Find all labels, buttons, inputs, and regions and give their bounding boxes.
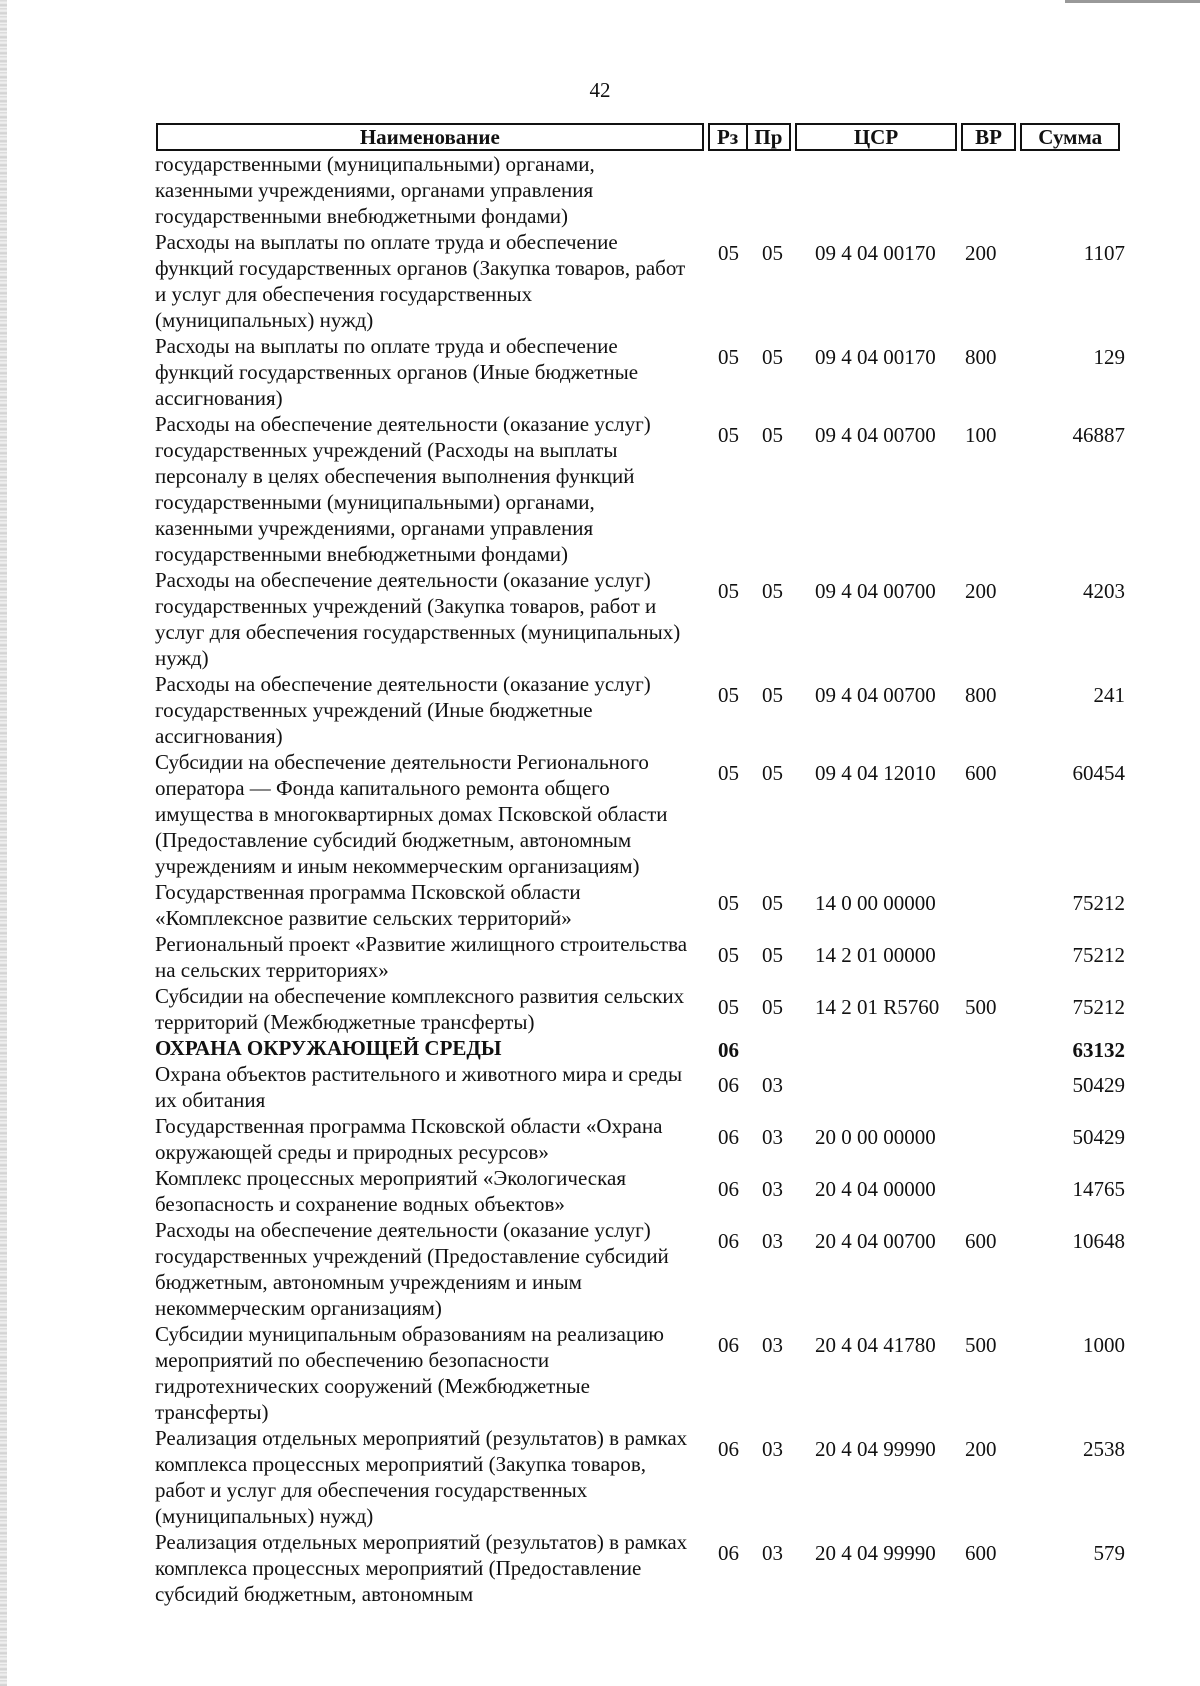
row-pr: 03 — [762, 1229, 783, 1253]
row-sum: 10648 — [1072, 1229, 1125, 1253]
row-sum: 579 — [1093, 1541, 1125, 1565]
row-rz: 06 — [718, 1541, 739, 1565]
table-row — [155, 1113, 1125, 1165]
row-csr: 20 4 04 99990 — [815, 1437, 936, 1461]
page-number: 42 — [589, 78, 611, 102]
row-vr: 600 — [965, 761, 997, 785]
row-rz: 06 — [718, 1038, 739, 1062]
row-sum: 14765 — [1072, 1177, 1125, 1201]
table-section-row — [155, 1035, 1125, 1061]
row-csr: 20 4 04 00000 — [815, 1177, 936, 1201]
header-sum: Сумма — [1020, 123, 1120, 151]
table-body — [155, 151, 1125, 1607]
table-row — [155, 567, 1125, 671]
table-row — [155, 229, 1125, 333]
row-rz: 05 — [718, 423, 739, 447]
row-sum: 60454 — [1072, 761, 1125, 785]
table-row — [155, 983, 1125, 1035]
row-rz: 05 — [718, 579, 739, 603]
table-row — [155, 749, 1125, 879]
row-sum: 46887 — [1072, 423, 1125, 447]
row-vr: 600 — [965, 1541, 997, 1565]
row-rz: 05 — [718, 995, 739, 1019]
row-rz: 05 — [718, 943, 739, 967]
row-sum: 241 — [1093, 683, 1125, 707]
row-name: Региональный проект «Развитие жилищного строительства на сельских территориях» — [155, 932, 688, 982]
table-row — [155, 411, 1125, 567]
row-name: государственными (муниципальными) органами, казенными учреждениями, органами управления государственными внебюджетными фондами) — [155, 152, 595, 228]
row-name: Расходы на обеспечение деятельности (оказание услуг) государственных учреждений (Иные бюджетные ассигнования) — [155, 672, 651, 748]
row-name: Субсидии на обеспечение деятельности Регионального оператора — Фонда капитального ремонта общего имущества в многоквартирных домах Псковской области (Предоставление субсидий бюджетным, автономным учреждениям и иным некоммерческим организациям) — [155, 750, 668, 878]
row-sum: 63132 — [1072, 1038, 1125, 1062]
table-header — [156, 123, 1120, 151]
table-row — [155, 1425, 1125, 1529]
row-sum: 1000 — [1083, 1333, 1125, 1357]
row-name: Комплекс процессных мероприятий «Экологическая безопасность и сохранение водных объектов» — [155, 1166, 626, 1216]
row-pr: 05 — [762, 761, 783, 785]
row-rz: 05 — [718, 345, 739, 369]
row-name: Расходы на обеспечение деятельности (оказание услуг) государственных учреждений (Расходы на выплаты персоналу в целях обеспечения выполнения функций государственными (муниципальными) органами, казенными учреждениями, органами управления государственными внебюджетными фондами) — [155, 412, 651, 566]
row-csr: 20 4 04 00700 — [815, 1229, 936, 1253]
row-vr: 200 — [965, 1437, 997, 1461]
row-csr: 14 0 00 00000 — [815, 891, 936, 915]
table-row — [155, 1165, 1125, 1217]
row-name: ОХРАНА ОКРУЖАЮЩЕЙ СРЕДЫ — [155, 1036, 502, 1060]
row-rz: 05 — [718, 683, 739, 707]
row-pr: 05 — [762, 943, 783, 967]
row-vr: 600 — [965, 1229, 997, 1253]
row-csr: 20 4 04 41780 — [815, 1333, 936, 1357]
row-name: Государственная программа Псковской области «Охрана окружающей среды и природных ресурсов» — [155, 1114, 663, 1164]
table-row — [155, 1321, 1125, 1425]
row-sum: 2538 — [1083, 1437, 1125, 1461]
row-pr: 05 — [762, 579, 783, 603]
row-vr: 200 — [965, 241, 997, 265]
row-pr: 03 — [762, 1541, 783, 1565]
scan-edge-top — [1065, 0, 1200, 3]
row-name: Расходы на выплаты по оплате труда и обеспечение функций государственных органов (Иные бюджетные ассигнования) — [155, 334, 639, 410]
row-pr: 03 — [762, 1333, 783, 1357]
row-rz: 06 — [718, 1229, 739, 1253]
row-pr: 05 — [762, 423, 783, 447]
table-row — [155, 931, 1125, 983]
row-name: Государственная программа Псковской области «Комплексное развитие сельских территорий» — [155, 880, 581, 930]
header-vr: ВР — [961, 123, 1017, 151]
row-pr: 05 — [762, 891, 783, 915]
row-vr: 500 — [965, 995, 997, 1019]
table-row — [155, 333, 1125, 411]
row-vr: 100 — [965, 423, 997, 447]
table-row — [155, 151, 1125, 229]
header-name: Наименование — [156, 123, 704, 151]
table-row — [155, 1529, 1125, 1607]
table-row — [155, 1217, 1125, 1321]
row-sum: 1107 — [1083, 241, 1125, 265]
row-pr: 03 — [762, 1177, 783, 1201]
row-vr: 800 — [965, 683, 997, 707]
row-name: Субсидии на обеспечение комплексного развития сельских территорий (Межбюджетные трансферты) — [155, 984, 685, 1034]
row-pr: 05 — [762, 241, 783, 265]
row-sum: 75212 — [1072, 995, 1125, 1019]
row-csr: 09 4 04 00170 — [815, 345, 936, 369]
row-vr: 500 — [965, 1333, 997, 1357]
row-csr: 14 2 01 00000 — [815, 943, 936, 967]
table-row — [155, 1061, 1125, 1113]
row-pr: 03 — [762, 1437, 783, 1461]
table-row — [155, 879, 1125, 931]
row-csr: 20 0 00 00000 — [815, 1125, 936, 1149]
row-sum: 75212 — [1072, 891, 1125, 915]
header-rz: Рз — [708, 123, 748, 151]
row-vr: 200 — [965, 579, 997, 603]
row-sum: 4203 — [1083, 579, 1125, 603]
row-name: Расходы на обеспечение деятельности (оказание услуг) государственных учреждений (Предоставление субсидий бюджетным, автономным учреждениям и иным некоммерческим организациям) — [155, 1218, 669, 1320]
row-name: Субсидии муниципальным образованиям на реализацию мероприятий по обеспечению безопасности гидротехнических сооружений (Межбюджетные трансферты) — [155, 1322, 664, 1424]
row-vr: 800 — [965, 345, 997, 369]
row-csr: 09 4 04 00170 — [815, 241, 936, 265]
row-sum: 50429 — [1072, 1125, 1125, 1149]
scan-edge-left — [0, 0, 7, 1686]
row-pr: 03 — [762, 1073, 783, 1097]
row-pr: 05 — [762, 683, 783, 707]
row-rz: 05 — [718, 891, 739, 915]
row-csr: 09 4 04 00700 — [815, 683, 936, 707]
row-rz: 05 — [718, 761, 739, 785]
row-name: Расходы на обеспечение деятельности (оказание услуг) государственных учреждений (Закупка товаров, работ и услуг для обеспечения государственных (муниципальных) нужд) — [155, 568, 681, 670]
row-rz: 05 — [718, 241, 739, 265]
row-sum: 75212 — [1072, 943, 1125, 967]
row-csr: 14 2 01 R5760 — [815, 995, 940, 1019]
row-pr: 05 — [762, 345, 783, 369]
row-csr: 09 4 04 00700 — [815, 423, 936, 447]
row-sum: 129 — [1093, 345, 1125, 369]
header-pr: Пр — [746, 123, 792, 151]
row-rz: 06 — [718, 1333, 739, 1357]
row-pr: 03 — [762, 1125, 783, 1149]
row-csr: 09 4 04 00700 — [815, 579, 936, 603]
row-name: Реализация отдельных мероприятий (результатов) в рамках комплекса процессных мероприятий (Предоставление субсидий бюджетным, автономным — [155, 1530, 688, 1606]
row-rz: 06 — [718, 1125, 739, 1149]
row-sum: 50429 — [1072, 1073, 1125, 1097]
row-name: Охрана объектов растительного и животного мира и среды их обитания — [155, 1062, 683, 1112]
row-rz: 06 — [718, 1073, 739, 1097]
row-pr: 05 — [762, 995, 783, 1019]
header-csr: ЦСР — [795, 123, 956, 151]
row-name: Расходы на выплаты по оплате труда и обеспечение функций государственных органов (Закупка товаров, работ и услуг для обеспечения государственных (муниципальных) нужд) — [155, 230, 686, 332]
row-csr: 20 4 04 99990 — [815, 1541, 936, 1565]
row-rz: 06 — [718, 1177, 739, 1201]
row-name: Реализация отдельных мероприятий (результатов) в рамках комплекса процессных мероприятий (Закупка товаров, работ и услуг для обеспечения государственных (муниципальных) нужд) — [155, 1426, 688, 1528]
row-rz: 06 — [718, 1437, 739, 1461]
row-csr: 09 4 04 12010 — [815, 761, 936, 785]
table-row — [155, 671, 1125, 749]
